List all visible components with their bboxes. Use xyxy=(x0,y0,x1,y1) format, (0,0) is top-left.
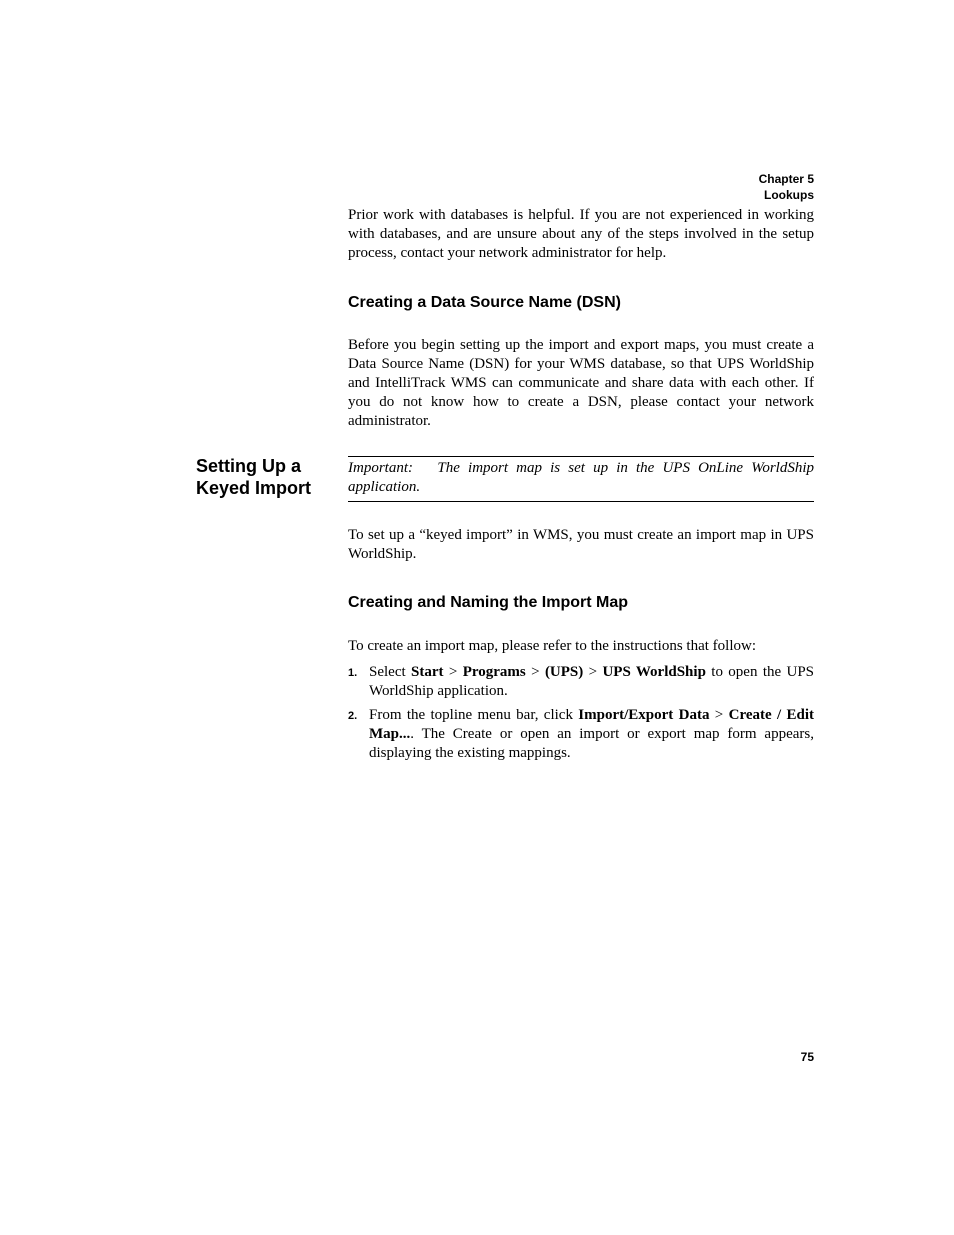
chapter-label: Chapter 5 xyxy=(758,172,814,186)
intro-paragraph: Prior work with databases is helpful. If you are not experienced in working with databases, and are unsure about any of the steps involved in the setup process, contact your network administrator for help. xyxy=(348,207,814,261)
import-map-heading: Creating and Naming the Import Map xyxy=(348,594,629,611)
step-text: > xyxy=(583,664,603,680)
import-map-intro: To create an import map, please refer to the instructions that follow: xyxy=(348,638,756,654)
list-item xyxy=(348,663,814,701)
note-text: The import map is set up in the UPS OnLine WorldShip application. xyxy=(348,460,814,495)
note-label: Important: xyxy=(348,460,413,476)
list-item xyxy=(348,706,814,763)
menu-path-ups: (UPS) xyxy=(544,664,584,680)
chapter-title: Lookups xyxy=(764,188,814,202)
step-text: to open the UPS WorldShip application. xyxy=(369,664,815,699)
keyed-import-paragraph: To set up a “keyed import” in WMS, you must create an import map in UPS WorldShip. xyxy=(348,527,814,562)
side-heading-line2: Keyed Import xyxy=(196,478,312,498)
step-number: 1. xyxy=(348,667,358,679)
step-text: > xyxy=(443,664,463,680)
step-text: Select xyxy=(369,664,412,680)
step-text: . The Create or open an import or export map form appears, displaying the existing mappings. xyxy=(369,726,814,761)
step-number: 2. xyxy=(348,710,358,722)
page-number: 75 xyxy=(800,1050,814,1064)
step-text: > xyxy=(525,664,545,680)
dsn-paragraph: Before you begin setting up the import and export maps, you must create a Data Source Name (DSN) for your WMS database, so that UPS WorldShip and IntelliTrack WMS can communicate and share data with each other. If you do not know how to create a DSN, please contact your network administrator. xyxy=(348,337,814,429)
important-note xyxy=(348,456,814,502)
menu-path-start: Start xyxy=(411,664,444,680)
steps-list xyxy=(348,663,814,768)
menu-path-create-edit-map: Create / Edit Map... xyxy=(369,707,814,742)
running-head xyxy=(759,171,814,203)
side-heading-line1: Setting Up a xyxy=(196,456,302,476)
note-text-line xyxy=(348,459,814,497)
step-text: From the topline menu bar, click xyxy=(369,707,579,723)
step-text: > xyxy=(709,707,729,723)
section-heading-keyed-import xyxy=(196,455,336,499)
menu-path-programs: Programs xyxy=(462,664,526,680)
dsn-heading: Creating a Data Source Name (DSN) xyxy=(348,294,621,311)
menu-path-import-export: Import/Export Data xyxy=(578,707,710,723)
menu-path-worldship: UPS WorldShip xyxy=(602,664,706,680)
